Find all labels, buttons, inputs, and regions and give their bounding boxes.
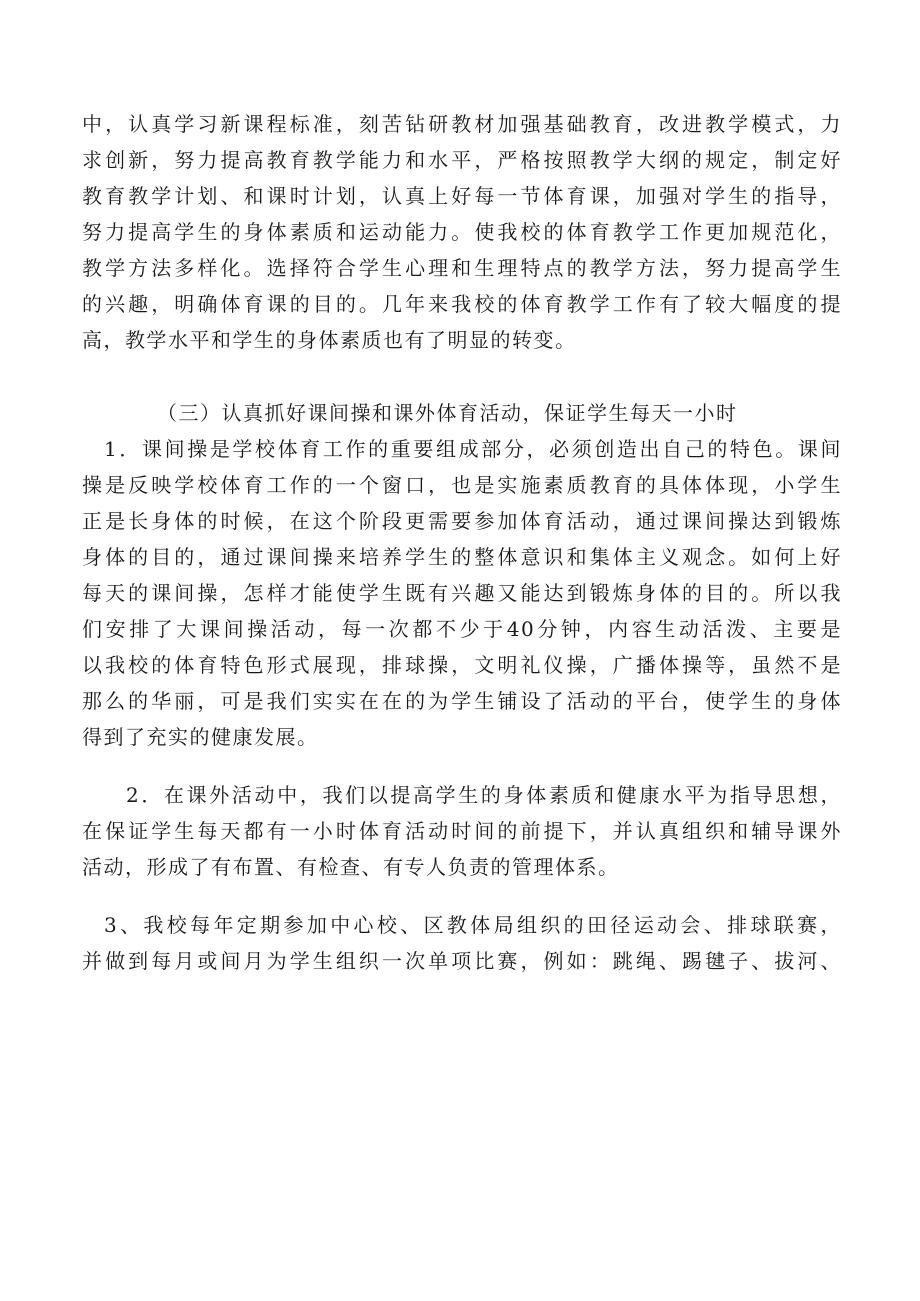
paragraph-line: 教育教学计划、和课时计划，认真上好每一节体育课，加强对学生的指导， (82, 184, 842, 208)
paragraph-line: 那么的华丽，可是我们实实在在的为学生铺设了活动的平台，使学生的身体 (82, 689, 842, 713)
paragraph-line: 2．在课外活动中，我们以提高学生的身体素质和健康水平为指导思想， (126, 783, 842, 807)
paragraph-line: 们安排了大课间操活动，每一次都不少于40分钟，内容生动活泼、主要是 (82, 617, 842, 641)
paragraph-line: 求创新，努力提高教育教学能力和水平，严格按照教学大纲的规定，制定好 (82, 148, 842, 172)
paragraph-line: 努力提高学生的身体素质和运动能力。使我校的体育教学工作更加规范化， (82, 220, 842, 244)
paragraph-line: 在保证学生每天都有一小时体育活动时间的前提下，并认真组织和辅导课外 (82, 819, 842, 843)
paragraph-line: 的兴趣，明确体育课的目的。几年来我校的体育教学工作有了较大幅度的提 (82, 292, 842, 316)
paragraph-line: 并做到每月或间月为学生组织一次单项比赛，例如：跳绳、踢毽子、拔河、 (82, 949, 842, 973)
paragraph-line: 以我校的体育特色形式展现，排球操，文明礼仪操，广播体操等，虽然不是 (82, 653, 842, 677)
paragraph-line: 得到了充实的健康发展。 (82, 725, 319, 749)
paragraph-line: 中，认真学习新课程标准，刻苦钻研教材加强基础教育，改进教学模式，力 (82, 112, 842, 136)
paragraph-line: 教学方法多样化。选择符合学生心理和生理特点的教学方法，努力提高学生 (82, 256, 842, 280)
paragraph-line: 3、我校每年定期参加中心校、区教体局组织的田径运动会、排球联赛， (104, 913, 842, 937)
section-heading: （三）认真抓好课间操和课外体育活动，保证学生每天一小时 (157, 401, 738, 425)
paragraph-line: 正是长身体的时候，在这个阶段更需要参加体育活动，通过课间操达到锻炼 (82, 509, 842, 533)
paragraph-line: 每天的课间操，怎样才能使学生既有兴趣又能达到锻炼身体的目的。所以我 (82, 581, 842, 605)
paragraph-line: 高，教学水平和学生的身体素质也有了明显的转变。 (82, 328, 577, 352)
paragraph-line: 活动，形成了有布置、有检查、有专人负责的管理体系。 (82, 855, 620, 879)
paragraph-line: 1．课间操是学校体育工作的重要组成部分，必须创造出自己的特色。课间 (104, 437, 842, 461)
paragraph-line: 身体的目的，通过课间操来培养学生的整体意识和集体主义观念。如何上好 (82, 545, 842, 569)
paragraph-line: 操是反映学校体育工作的一个窗口，也是实施素质教育的具体体现，小学生 (82, 473, 842, 497)
